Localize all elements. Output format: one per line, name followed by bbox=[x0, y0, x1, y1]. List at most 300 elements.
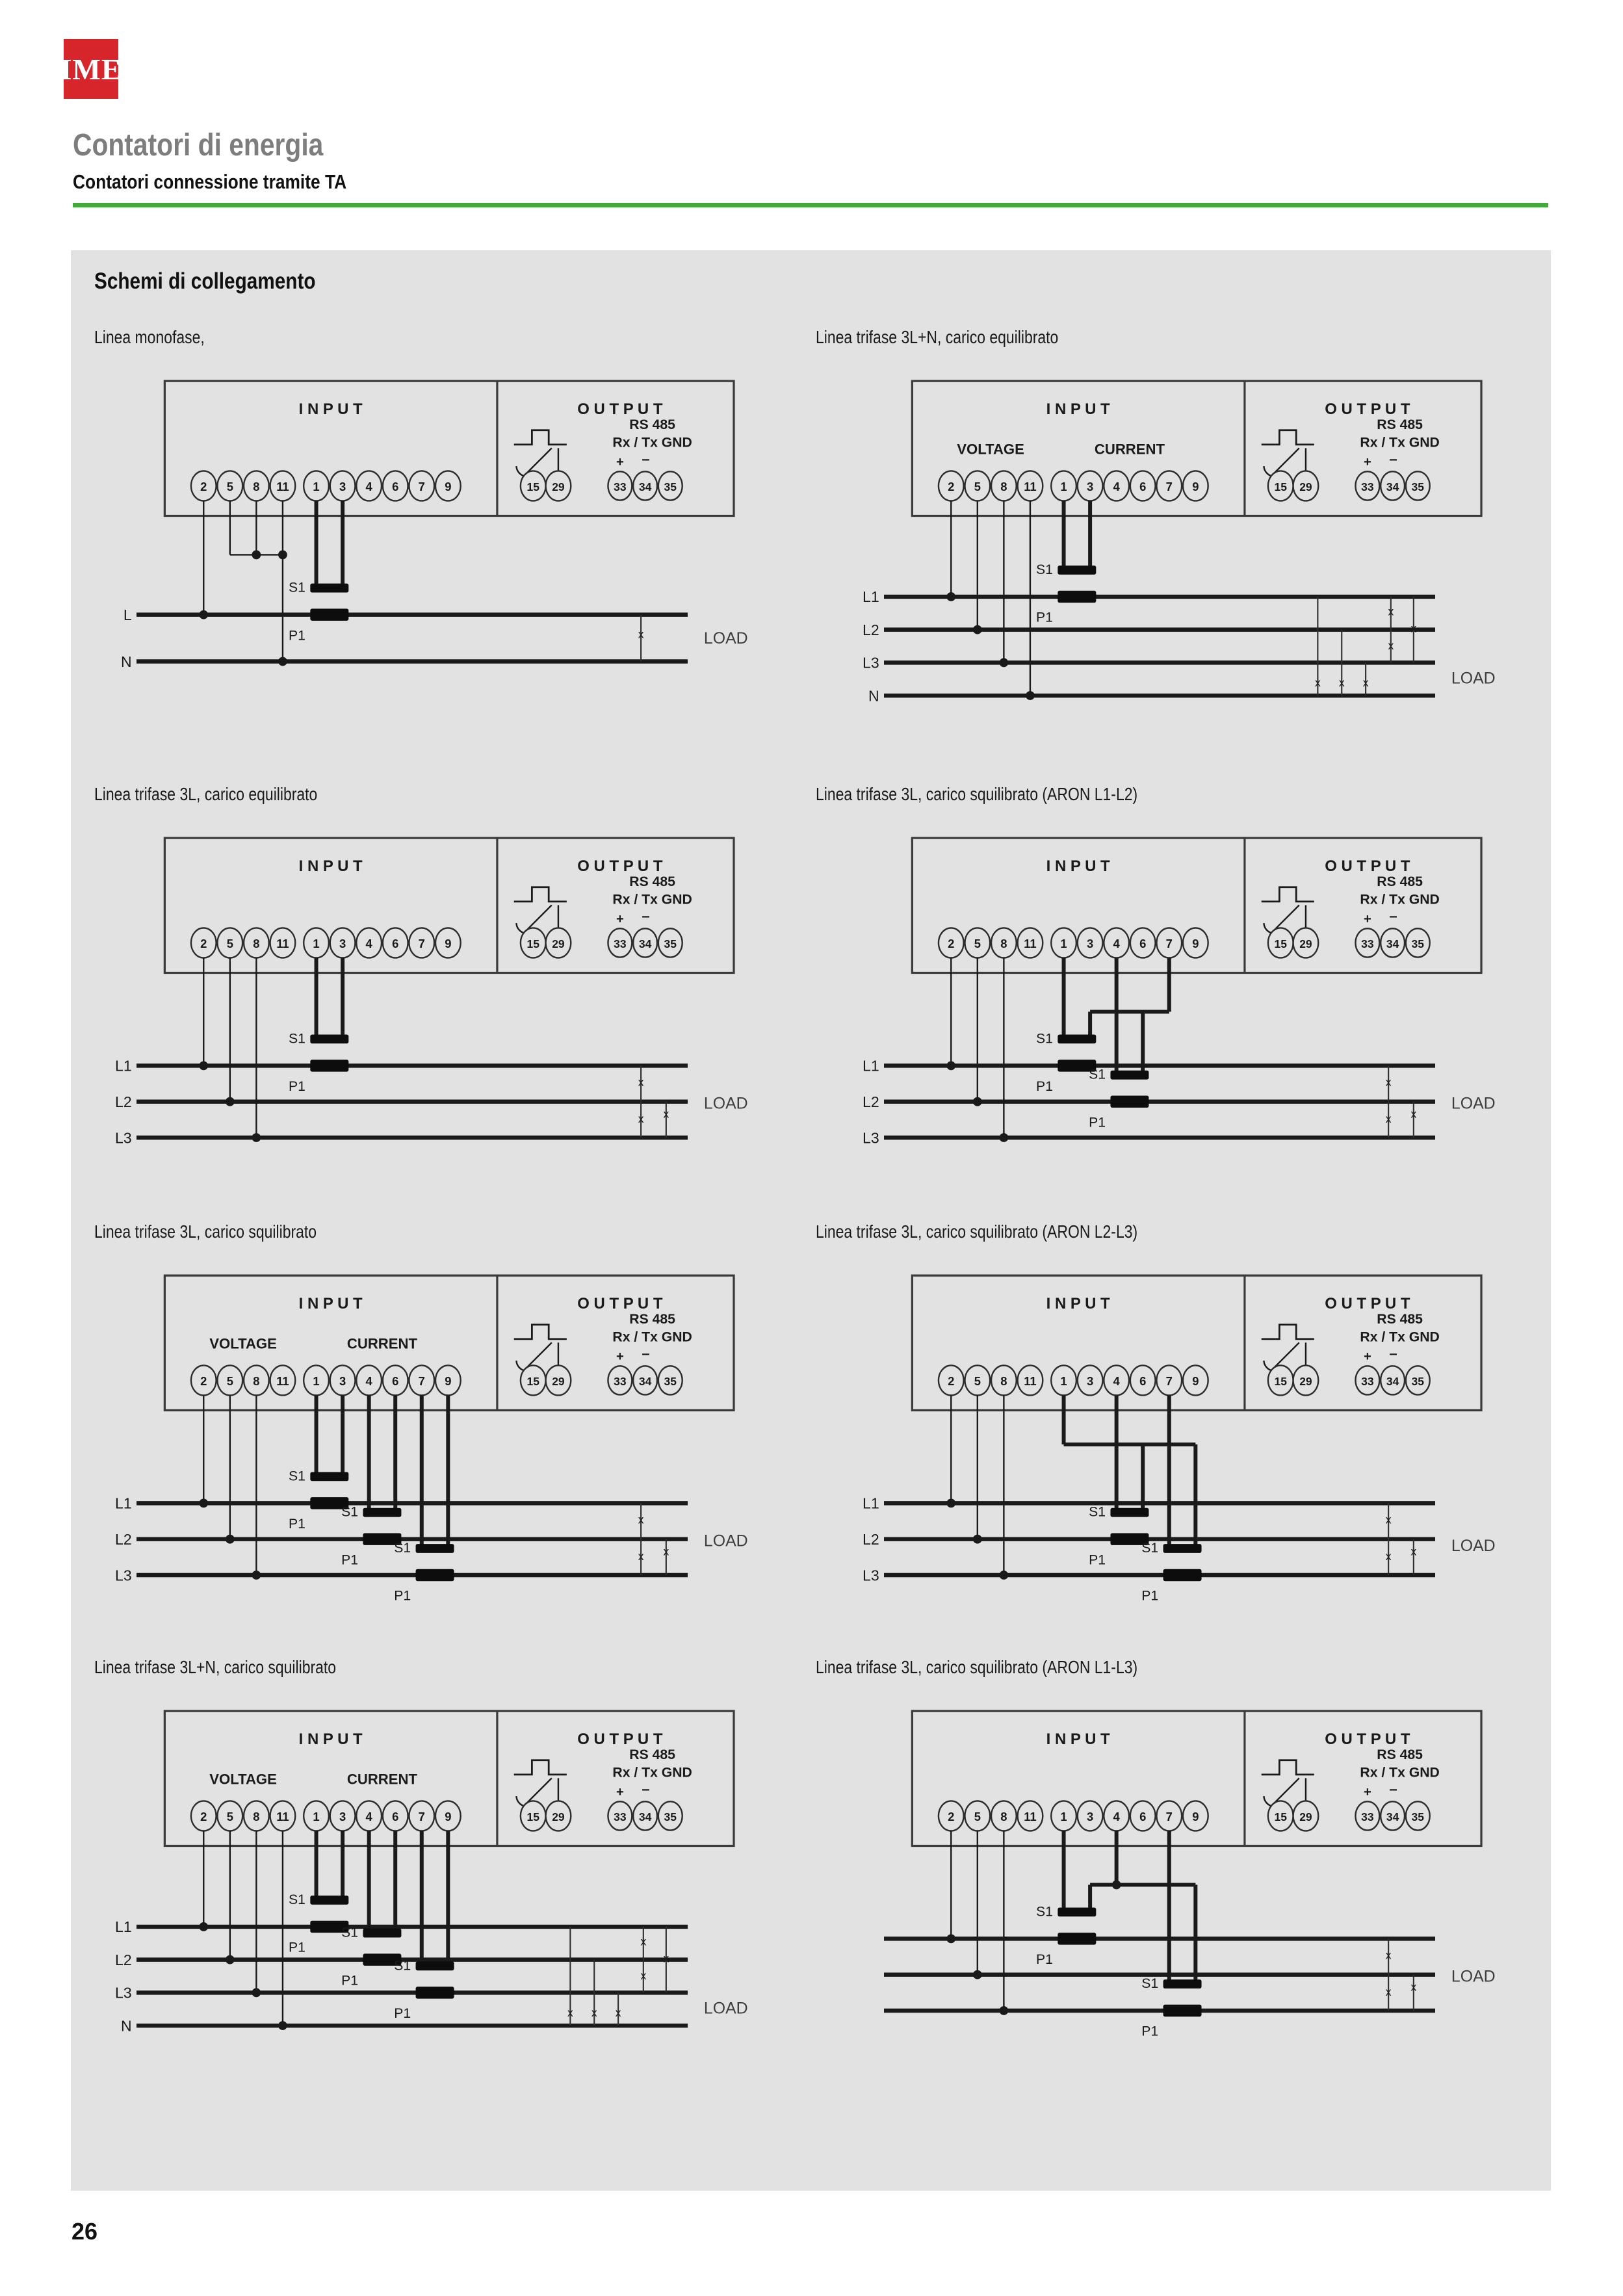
input-terminal-number: 4 bbox=[365, 1809, 372, 1823]
input-terminal-number: 8 bbox=[253, 479, 260, 493]
phase-label-L1: L1 bbox=[863, 1494, 879, 1512]
diagram-caption: Linea trifase 3L, carico squilibrato (ARON L1-L3) bbox=[816, 1657, 1138, 1677]
p1-label: P1 bbox=[1089, 1115, 1106, 1130]
input-terminal-number: 5 bbox=[226, 1374, 233, 1388]
p1-label: P1 bbox=[1036, 1079, 1053, 1095]
plus-mark: + bbox=[1363, 1785, 1371, 1800]
rs485-terminal-number: 35 bbox=[664, 480, 677, 493]
ct-secondary-bar bbox=[310, 1034, 348, 1043]
phase-label-L1: L1 bbox=[115, 1057, 132, 1075]
wiring-diagram-aron-l1-l3 bbox=[861, 1687, 1550, 2059]
junction-dot bbox=[946, 1498, 955, 1507]
voltage-label: VOLTAGE bbox=[209, 1335, 277, 1352]
p1-label: P1 bbox=[1036, 1952, 1053, 1968]
ct-secondary-bar bbox=[416, 1544, 454, 1553]
input-terminal-number: 6 bbox=[1139, 479, 1147, 493]
input-section-label: I N P U T bbox=[298, 1730, 363, 1748]
p1-label: P1 bbox=[289, 1517, 305, 1532]
rs485-terminal-number: 33 bbox=[614, 1374, 627, 1388]
rs485-label: RS 485 bbox=[1377, 1747, 1423, 1762]
output-terminal-number: 15 bbox=[1274, 1810, 1287, 1823]
input-terminal-number: 7 bbox=[418, 1809, 425, 1823]
x-mark: x bbox=[638, 1513, 644, 1526]
output-terminal-number: 29 bbox=[552, 480, 565, 493]
x-mark: x bbox=[1388, 639, 1394, 653]
junction-dot bbox=[226, 1535, 235, 1544]
wiring-diagram-3ln-squilibrato bbox=[114, 1687, 803, 2059]
diagram-caption: Linea trifase 3L+N, carico equilibrato bbox=[816, 327, 1059, 347]
phase-label-L3: L3 bbox=[863, 1567, 879, 1584]
rs485-label: RS 485 bbox=[629, 1747, 675, 1762]
input-terminal-number: 9 bbox=[1192, 1374, 1199, 1388]
junction-dot bbox=[946, 1934, 955, 1943]
p1-label: P1 bbox=[1036, 610, 1053, 625]
input-terminal-number: 1 bbox=[1060, 1809, 1067, 1823]
x-mark: x bbox=[591, 2006, 597, 2020]
phase-label-L2: L2 bbox=[863, 1093, 879, 1110]
output-section-label: O U T P U T bbox=[1325, 1730, 1410, 1748]
load-label: LOAD bbox=[703, 1999, 748, 2018]
green-divider bbox=[73, 203, 1548, 207]
rs485-label: RS 485 bbox=[629, 417, 675, 432]
phase-label-N: N bbox=[868, 687, 879, 705]
rs485-terminal-number: 35 bbox=[664, 1810, 677, 1823]
input-terminal-number: 9 bbox=[1192, 479, 1199, 493]
schematics-panel bbox=[71, 250, 1551, 2191]
current-label: CURRENT bbox=[346, 1335, 417, 1352]
junction-dot bbox=[999, 1133, 1008, 1142]
pulse-output-icon bbox=[1262, 430, 1314, 445]
phase-label-L2: L2 bbox=[115, 1530, 132, 1548]
diagram-caption: Linea trifase 3L, carico squilibrato (ARON L2-L3) bbox=[816, 1221, 1138, 1242]
x-mark: x bbox=[1410, 621, 1417, 635]
input-terminal-number: 8 bbox=[1000, 1809, 1007, 1823]
load-label: LOAD bbox=[1451, 1537, 1496, 1556]
ct-secondary-bar bbox=[310, 584, 348, 593]
rs485-terminal-number: 35 bbox=[1411, 1810, 1425, 1823]
x-mark: x bbox=[615, 2006, 621, 2020]
diagram-cell-3ln-equilibrato bbox=[816, 327, 1524, 729]
junction-dot bbox=[973, 625, 982, 634]
input-terminal-number: 4 bbox=[365, 936, 372, 950]
x-mark: x bbox=[663, 1545, 669, 1558]
x-mark: x bbox=[1385, 1112, 1392, 1125]
output-terminal-number: 15 bbox=[1274, 480, 1287, 493]
p1-label: P1 bbox=[289, 1940, 305, 1955]
plus-mark: + bbox=[1363, 1350, 1371, 1364]
pulse-output-icon bbox=[1262, 1760, 1314, 1775]
phase-label-L: L bbox=[123, 606, 132, 623]
input-terminal-number: 7 bbox=[418, 1374, 425, 1388]
rs485-terminal-number: 33 bbox=[1361, 937, 1374, 950]
s1-label: S1 bbox=[1141, 1540, 1159, 1556]
ct-primary-bar bbox=[1058, 1933, 1096, 1944]
rx-tx-gnd-label: Rx / Tx GND bbox=[612, 435, 692, 450]
input-terminal-number: 7 bbox=[1165, 479, 1173, 493]
rs485-terminal-number: 34 bbox=[1386, 480, 1399, 493]
input-terminal-number: 7 bbox=[1165, 1809, 1173, 1823]
load-label: LOAD bbox=[703, 629, 748, 647]
plus-mark: + bbox=[1363, 455, 1371, 470]
wiring-diagram-aron-l2-l3 bbox=[861, 1251, 1550, 1623]
input-terminal-number: 4 bbox=[1113, 1374, 1120, 1388]
input-terminal-number: 8 bbox=[253, 1809, 260, 1823]
rs485-label: RS 485 bbox=[1377, 1311, 1423, 1327]
input-terminal-number: 9 bbox=[1192, 1809, 1199, 1823]
pulse-output-icon bbox=[1262, 887, 1314, 902]
output-terminal-number: 29 bbox=[1299, 937, 1312, 950]
input-section-label: I N P U T bbox=[298, 400, 363, 418]
input-terminal-number: 3 bbox=[1086, 936, 1094, 950]
output-terminal-number: 15 bbox=[1274, 937, 1287, 950]
p1-label: P1 bbox=[289, 1079, 305, 1095]
x-mark: x bbox=[638, 627, 644, 641]
junction-dot bbox=[226, 1097, 235, 1106]
rs485-label: RS 485 bbox=[1377, 417, 1423, 432]
input-terminal-number: 3 bbox=[1086, 1809, 1094, 1823]
p1-label: P1 bbox=[1141, 1588, 1159, 1604]
input-terminal-number: 11 bbox=[276, 1809, 289, 1823]
phase-label-N: N bbox=[121, 653, 132, 670]
input-terminal-number: 9 bbox=[1192, 936, 1199, 950]
output-terminal-number: 15 bbox=[526, 480, 539, 493]
output-terminal-number: 15 bbox=[526, 937, 539, 950]
rs485-terminal-number: 33 bbox=[1361, 1374, 1374, 1388]
input-terminal-number: 6 bbox=[1139, 936, 1147, 950]
voltage-label: VOLTAGE bbox=[957, 441, 1024, 458]
input-section-label: I N P U T bbox=[1046, 400, 1110, 418]
junction-dot bbox=[973, 1970, 982, 1979]
input-terminal-number: 6 bbox=[392, 1374, 399, 1388]
input-terminal-number: 11 bbox=[1024, 936, 1037, 950]
input-terminal-number: 1 bbox=[1060, 936, 1067, 950]
output-terminal-number: 29 bbox=[1299, 1374, 1312, 1388]
diagram-cell-3ln-squilibrato bbox=[94, 1657, 803, 2059]
input-terminal-number: 3 bbox=[1086, 1374, 1094, 1388]
input-terminal-number: 5 bbox=[974, 936, 981, 950]
minus-mark: – bbox=[642, 907, 650, 924]
p1-label: P1 bbox=[1141, 2024, 1159, 2039]
diagram-cell-3l-equilibrato bbox=[94, 784, 803, 1186]
pulse-output-icon bbox=[514, 1325, 567, 1339]
input-terminal-number: 4 bbox=[365, 1374, 372, 1388]
input-terminal-number: 1 bbox=[313, 936, 320, 950]
ct-secondary-bar bbox=[1058, 1034, 1096, 1043]
x-mark: x bbox=[1385, 1985, 1392, 1998]
load-label: LOAD bbox=[703, 1532, 748, 1550]
input-terminal-number: 1 bbox=[1060, 479, 1067, 493]
input-section-label: I N P U T bbox=[298, 1294, 363, 1312]
x-mark: x bbox=[640, 1969, 647, 1983]
s1-label: S1 bbox=[1036, 1904, 1053, 1920]
rs485-terminal-number: 34 bbox=[638, 480, 652, 493]
p1-label: P1 bbox=[394, 2006, 411, 2022]
diagram-caption: Linea trifase 3L+N, carico squilibrato bbox=[94, 1657, 337, 1677]
rs485-terminal-number: 34 bbox=[638, 937, 652, 950]
input-terminal-number: 1 bbox=[1060, 1374, 1067, 1388]
load-label: LOAD bbox=[1451, 1967, 1496, 1986]
input-terminal-number: 7 bbox=[1165, 936, 1173, 950]
rs485-terminal-number: 35 bbox=[664, 937, 677, 950]
rs485-terminal-number: 34 bbox=[1386, 1374, 1399, 1388]
junction-dot bbox=[199, 610, 208, 620]
ct-primary-bar bbox=[310, 608, 348, 620]
output-terminal-number: 15 bbox=[526, 1810, 539, 1823]
ct-primary-bar bbox=[1163, 1569, 1202, 1581]
junction-dot bbox=[252, 1571, 261, 1580]
input-section-label: I N P U T bbox=[298, 857, 363, 875]
section-title: Schemi di collegamento bbox=[94, 268, 316, 294]
voltage-label: VOLTAGE bbox=[209, 1771, 277, 1788]
junction-dot bbox=[226, 1955, 235, 1964]
junction-dot bbox=[278, 2021, 287, 2030]
ct-secondary-bar bbox=[363, 1508, 401, 1517]
x-mark: x bbox=[1385, 1075, 1392, 1089]
x-mark: x bbox=[567, 2006, 573, 2020]
minus-mark: – bbox=[642, 450, 650, 467]
x-mark: x bbox=[638, 1075, 644, 1089]
x-mark: x bbox=[1385, 1948, 1392, 1962]
diagram-caption: Linea trifase 3L, carico squilibrato bbox=[94, 1221, 317, 1242]
p1-label: P1 bbox=[341, 1973, 359, 1989]
diagram-cell-3l-squilibrato bbox=[94, 1221, 803, 1623]
input-terminal-number: 11 bbox=[276, 479, 289, 493]
s1-label: S1 bbox=[1141, 1976, 1159, 1991]
input-terminal-number: 11 bbox=[276, 1374, 289, 1388]
output-terminal-number: 29 bbox=[552, 937, 565, 950]
rx-tx-gnd-label: Rx / Tx GND bbox=[1360, 435, 1440, 450]
x-mark: x bbox=[638, 1549, 644, 1563]
x-mark: x bbox=[1385, 1549, 1392, 1563]
output-terminal-number: 15 bbox=[526, 1374, 539, 1388]
x-mark: x bbox=[638, 1112, 644, 1125]
input-terminal-number: 3 bbox=[339, 936, 346, 950]
rx-tx-gnd-label: Rx / Tx GND bbox=[1360, 1329, 1440, 1345]
rs485-terminal-number: 34 bbox=[1386, 1810, 1399, 1823]
input-terminal-number: 8 bbox=[253, 1374, 260, 1388]
s1-label: S1 bbox=[289, 1031, 305, 1047]
output-section-label: O U T P U T bbox=[577, 1730, 663, 1748]
s1-label: S1 bbox=[1036, 1031, 1053, 1047]
diagram-caption: Linea monofase, bbox=[94, 327, 205, 347]
rs485-terminal-number: 34 bbox=[638, 1374, 652, 1388]
input-terminal-number: 11 bbox=[1024, 479, 1037, 493]
rs485-terminal-number: 33 bbox=[1361, 1810, 1374, 1823]
s1-label: S1 bbox=[1036, 562, 1053, 577]
rs485-label: RS 485 bbox=[629, 874, 675, 889]
output-section-label: O U T P U T bbox=[577, 400, 663, 418]
page-number: 26 bbox=[71, 2218, 98, 2245]
page-title: Contatori di energia bbox=[73, 128, 324, 163]
phase-label-L2: L2 bbox=[863, 621, 879, 638]
phase-label-L1: L1 bbox=[115, 1494, 132, 1512]
x-mark: x bbox=[1410, 1980, 1417, 1994]
diagram-cell-aron-l2-l3 bbox=[816, 1221, 1524, 1623]
junction-dot bbox=[973, 1097, 982, 1106]
x-mark: x bbox=[1410, 1107, 1417, 1121]
ct-secondary-bar bbox=[1110, 1071, 1149, 1080]
input-terminal-number: 9 bbox=[445, 1809, 452, 1823]
output-section-label: O U T P U T bbox=[1325, 400, 1410, 418]
phase-label-L3: L3 bbox=[863, 1129, 879, 1147]
minus-mark: – bbox=[1389, 1345, 1397, 1362]
load-label: LOAD bbox=[703, 1094, 748, 1113]
ct-secondary-bar bbox=[363, 1929, 401, 1938]
junction-dot bbox=[252, 1988, 261, 1997]
phase-label-L2: L2 bbox=[863, 1530, 879, 1548]
plus-mark: + bbox=[616, 912, 624, 927]
ct-secondary-bar bbox=[1163, 1544, 1202, 1553]
ct-primary-bar bbox=[416, 1569, 454, 1581]
plus-mark: + bbox=[1363, 912, 1371, 927]
p1-label: P1 bbox=[341, 1552, 359, 1568]
rs485-terminal-number: 35 bbox=[1411, 480, 1425, 493]
x-mark: x bbox=[1314, 676, 1321, 690]
phase-label-L3: L3 bbox=[863, 654, 879, 672]
output-section-label: O U T P U T bbox=[577, 857, 663, 875]
wiring-diagram-aron-l1-l2 bbox=[861, 814, 1550, 1186]
input-terminal-number: 1 bbox=[313, 479, 320, 493]
load-label: LOAD bbox=[1451, 1094, 1496, 1113]
diagram-caption: Linea trifase 3L, carico equilibrato bbox=[94, 784, 318, 804]
input-terminal-number: 6 bbox=[1139, 1374, 1147, 1388]
diagram-cell-aron-l1-l2 bbox=[816, 784, 1524, 1186]
s1-label: S1 bbox=[289, 1468, 305, 1484]
ct-secondary-bar bbox=[310, 1896, 348, 1905]
pulse-output-icon bbox=[514, 887, 567, 902]
input-terminal-number: 5 bbox=[974, 1809, 981, 1823]
diagram-cell-aron-l1-l3 bbox=[816, 1657, 1524, 2059]
input-terminal-number: 8 bbox=[253, 936, 260, 950]
junction-dot bbox=[278, 657, 287, 666]
rx-tx-gnd-label: Rx / Tx GND bbox=[612, 892, 692, 907]
ime-logo-text: IME bbox=[60, 52, 122, 86]
output-section-label: O U T P U T bbox=[1325, 1294, 1410, 1312]
minus-mark: – bbox=[642, 1781, 650, 1797]
junction-dot bbox=[1026, 691, 1035, 700]
p1-label: P1 bbox=[289, 628, 305, 644]
rs485-terminal-number: 35 bbox=[664, 1374, 677, 1388]
rs485-terminal-number: 33 bbox=[614, 1810, 627, 1823]
minus-mark: – bbox=[1389, 1781, 1397, 1797]
rx-tx-gnd-label: Rx / Tx GND bbox=[1360, 892, 1440, 907]
rs485-terminal-number: 35 bbox=[1411, 1374, 1425, 1388]
input-terminal-number: 2 bbox=[948, 479, 955, 493]
phase-label-L1: L1 bbox=[863, 1057, 879, 1075]
s1-label: S1 bbox=[341, 1925, 359, 1940]
pulse-output-icon bbox=[514, 430, 567, 445]
phase-label-L3: L3 bbox=[115, 1984, 132, 2002]
input-terminal-number: 8 bbox=[1000, 1374, 1007, 1388]
input-terminal-number: 4 bbox=[1113, 1809, 1120, 1823]
input-terminal-number: 3 bbox=[339, 479, 346, 493]
input-terminal-number: 6 bbox=[392, 936, 399, 950]
ct-primary-bar bbox=[416, 1987, 454, 1998]
phase-label-L1: L1 bbox=[863, 588, 879, 606]
output-section-label: O U T P U T bbox=[577, 1294, 663, 1312]
input-terminal-number: 3 bbox=[1086, 479, 1094, 493]
ct-secondary-bar bbox=[1058, 566, 1096, 575]
input-section-label: I N P U T bbox=[1046, 1294, 1110, 1312]
s1-label: S1 bbox=[341, 1504, 359, 1520]
input-terminal-number: 8 bbox=[1000, 936, 1007, 950]
junction-dot bbox=[999, 2006, 1008, 2015]
s1-label: S1 bbox=[394, 1958, 411, 1974]
pulse-output-icon bbox=[1262, 1325, 1314, 1339]
rx-tx-gnd-label: Rx / Tx GND bbox=[612, 1765, 692, 1781]
input-terminal-number: 3 bbox=[339, 1809, 346, 1823]
input-terminal-number: 5 bbox=[226, 936, 233, 950]
s1-label: S1 bbox=[289, 1892, 305, 1907]
junction-dot bbox=[999, 658, 1008, 667]
input-terminal-number: 11 bbox=[1024, 1809, 1037, 1823]
rs485-terminal-number: 34 bbox=[638, 1810, 652, 1823]
ct-secondary-bar bbox=[1163, 1979, 1202, 1989]
input-terminal-number: 6 bbox=[392, 479, 399, 493]
output-terminal-number: 29 bbox=[1299, 480, 1312, 493]
x-mark: x bbox=[663, 1107, 669, 1121]
junction-dot bbox=[199, 1922, 208, 1931]
input-terminal-number: 2 bbox=[200, 936, 207, 950]
junction-dot bbox=[252, 551, 261, 560]
rs485-terminal-number: 35 bbox=[1411, 937, 1425, 950]
input-terminal-number: 11 bbox=[1024, 1374, 1037, 1388]
x-mark: x bbox=[640, 1935, 647, 1948]
output-terminal-number: 29 bbox=[552, 1810, 565, 1823]
ct-primary-bar bbox=[310, 1060, 348, 1071]
input-terminal-number: 4 bbox=[1113, 936, 1120, 950]
plus-mark: + bbox=[616, 455, 624, 470]
input-terminal-number: 1 bbox=[313, 1374, 320, 1388]
input-terminal-number: 8 bbox=[1000, 479, 1007, 493]
diagram-cell-monofase bbox=[94, 327, 803, 729]
input-terminal-number: 2 bbox=[948, 1809, 955, 1823]
phase-label-N: N bbox=[121, 2017, 132, 2035]
junction-dot bbox=[1112, 1881, 1121, 1890]
input-terminal-number: 5 bbox=[974, 479, 981, 493]
ct-secondary-bar bbox=[1058, 1907, 1096, 1916]
junction-dot bbox=[946, 1061, 955, 1070]
input-terminal-number: 3 bbox=[339, 1374, 346, 1388]
rs485-terminal-number: 33 bbox=[614, 937, 627, 950]
x-mark: x bbox=[1385, 1513, 1392, 1526]
phase-label-L3: L3 bbox=[115, 1129, 132, 1147]
junction-dot bbox=[999, 1571, 1008, 1580]
minus-mark: – bbox=[1389, 907, 1397, 924]
junction-dot bbox=[946, 592, 955, 601]
input-terminal-number: 2 bbox=[200, 1374, 207, 1388]
ime-logo bbox=[60, 39, 122, 99]
input-terminal-number: 2 bbox=[948, 1374, 955, 1388]
phase-label-L2: L2 bbox=[115, 1093, 132, 1110]
input-terminal-number: 9 bbox=[445, 936, 452, 950]
diagram-caption: Linea trifase 3L, carico squilibrato (ARON L1-L2) bbox=[816, 784, 1138, 804]
output-terminal-number: 15 bbox=[1274, 1374, 1287, 1388]
input-terminal-number: 5 bbox=[974, 1374, 981, 1388]
ct-primary-bar bbox=[1058, 591, 1096, 603]
rs485-terminal-number: 34 bbox=[1386, 937, 1399, 950]
rs485-terminal-number: 33 bbox=[1361, 480, 1374, 493]
input-terminal-number: 6 bbox=[392, 1809, 399, 1823]
phase-label-L1: L1 bbox=[115, 1918, 132, 1936]
minus-mark: – bbox=[1389, 450, 1397, 467]
s1-label: S1 bbox=[1089, 1504, 1106, 1520]
wiring-diagram-monofase bbox=[114, 357, 803, 729]
phase-label-L2: L2 bbox=[115, 1951, 132, 1968]
s1-label: S1 bbox=[394, 1540, 411, 1556]
rs485-label: RS 485 bbox=[629, 1311, 675, 1327]
junction-dot bbox=[973, 1535, 982, 1544]
